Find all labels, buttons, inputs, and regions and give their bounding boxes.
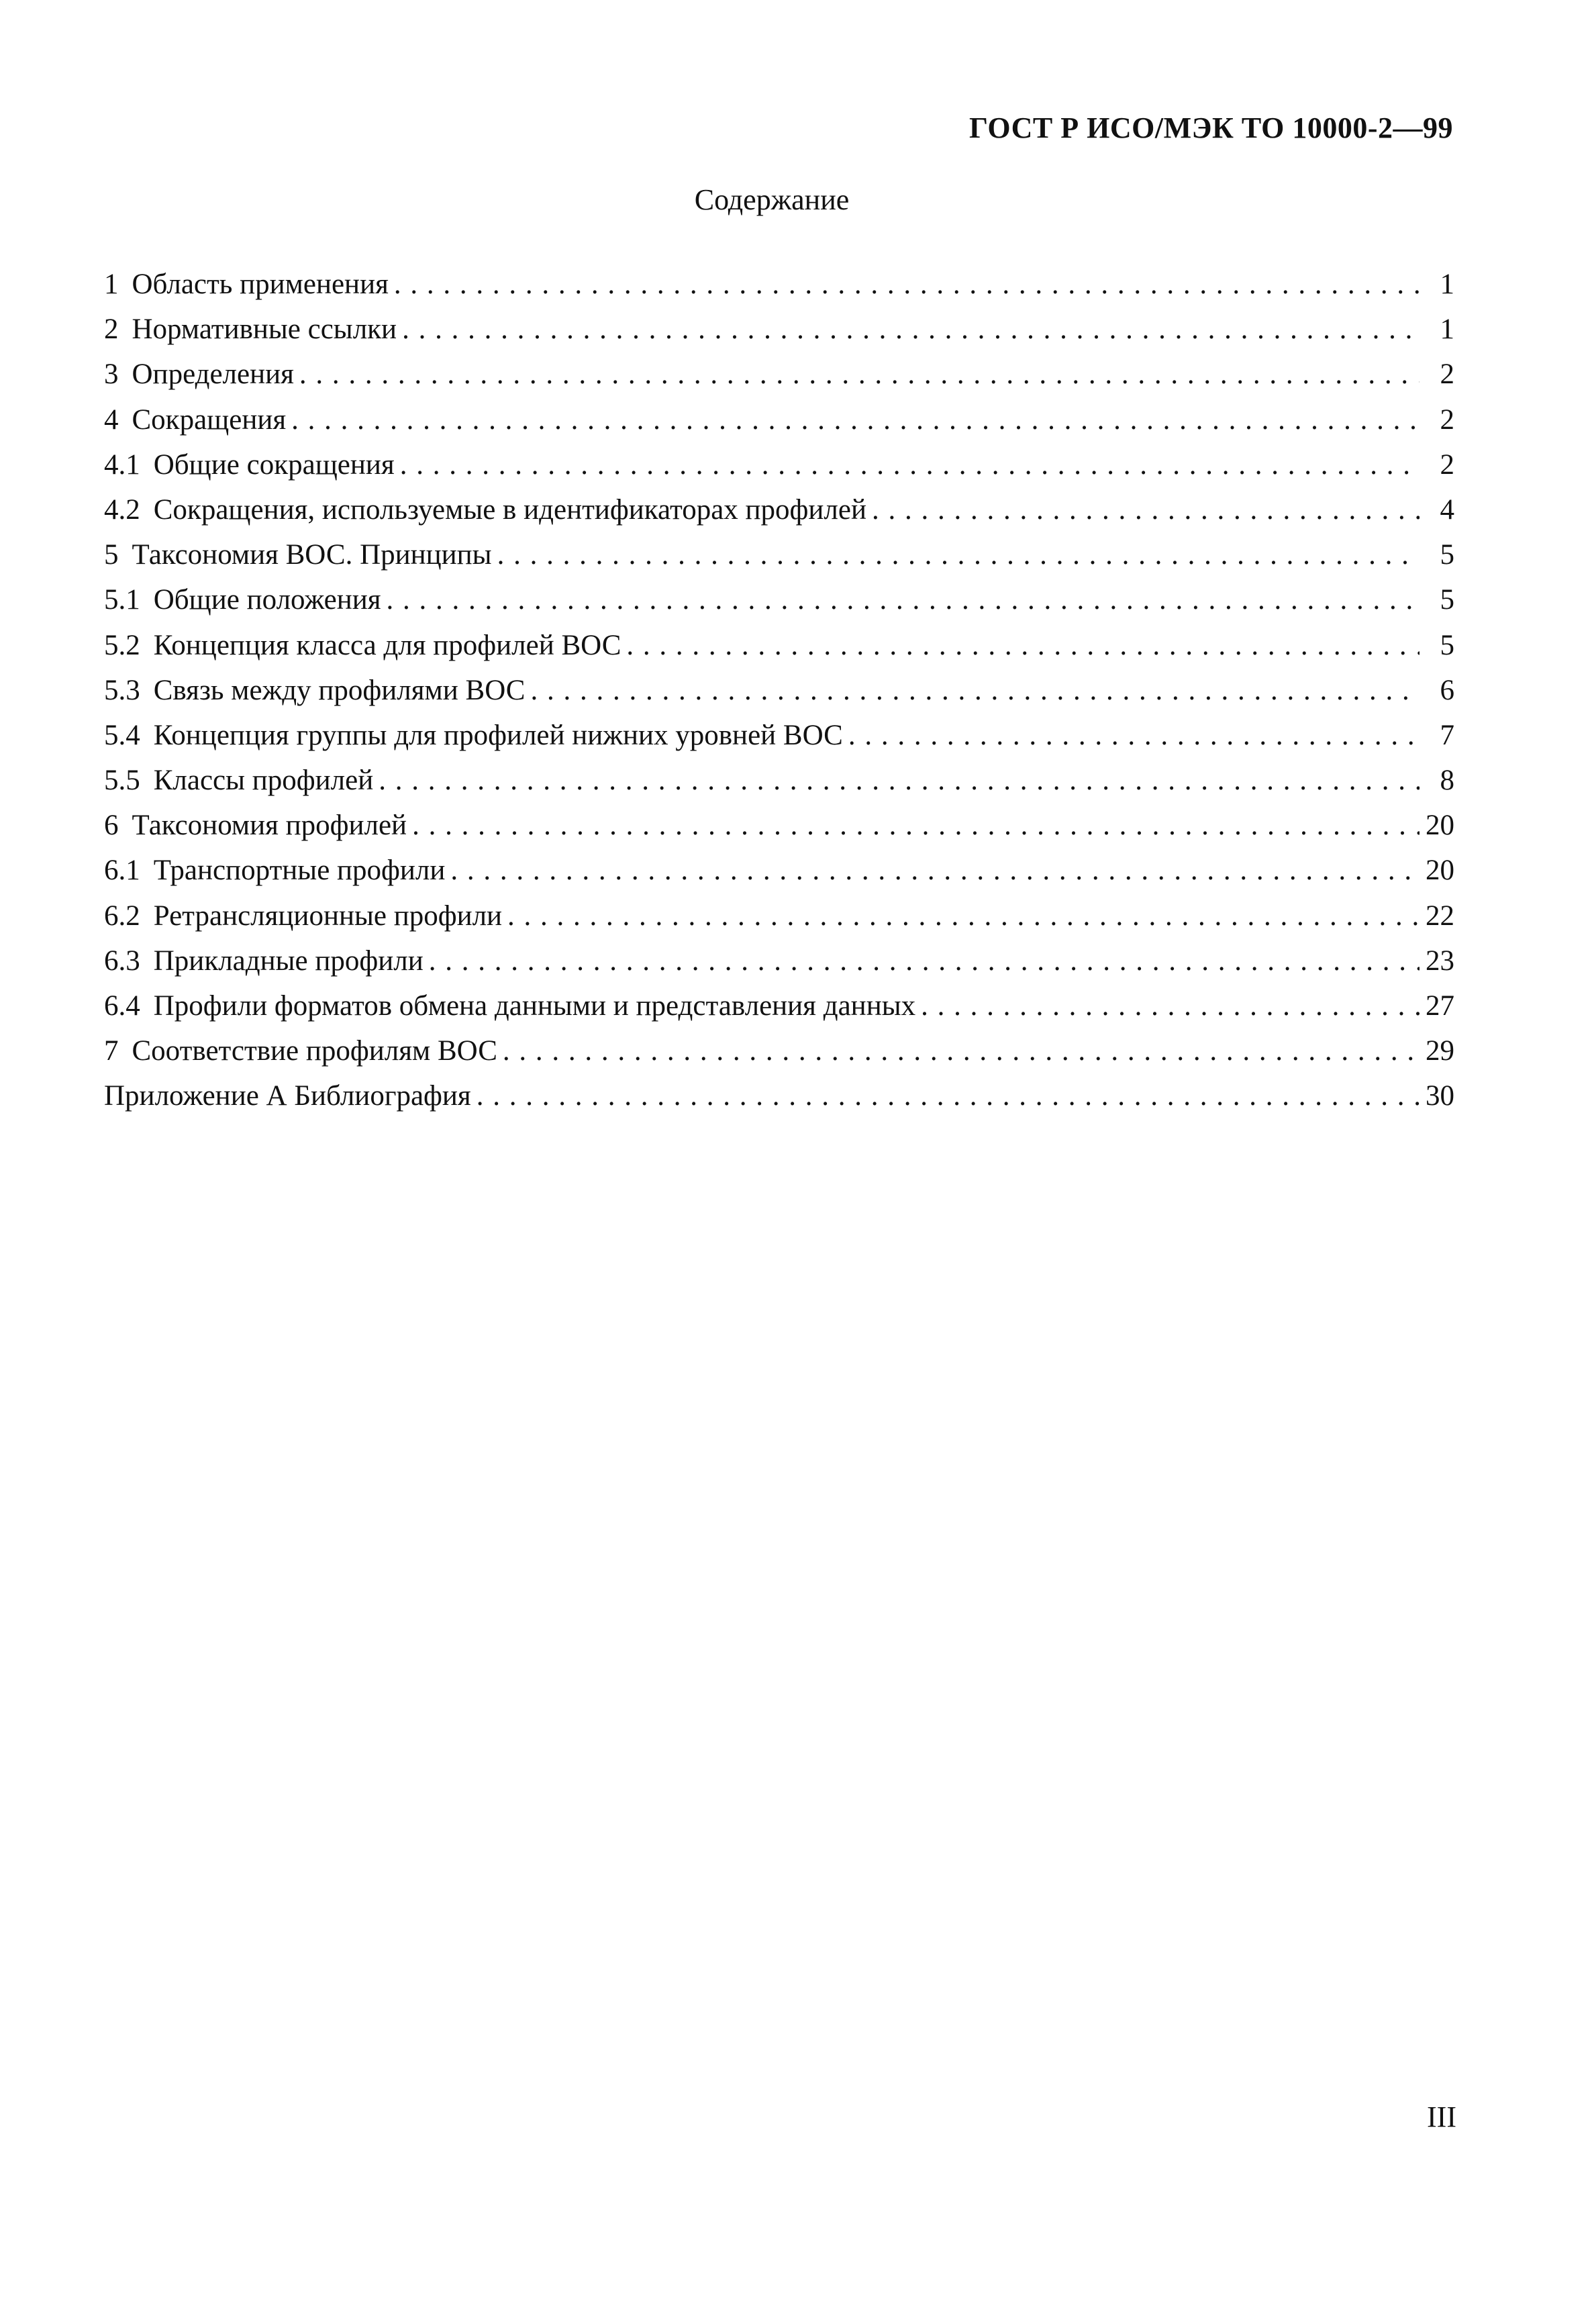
toc-entry[interactable] <box>104 487 1454 532</box>
toc-entry-page: 5 <box>1440 539 1454 571</box>
toc-entry[interactable] <box>104 577 1454 622</box>
toc-entry-page: 29 <box>1426 1035 1454 1067</box>
toc-entry-number: 3 <box>104 358 119 391</box>
toc-entry[interactable] <box>104 893 1454 938</box>
toc-entry-title: Приложение А Библиография <box>104 1080 471 1112</box>
toc-entry-number: 6.3 <box>104 945 140 977</box>
toc-entry-page: 5 <box>1440 629 1454 661</box>
standard-code-header: ГОСТ Р ИСО/МЭК ТО 10000-2—99 <box>968 111 1453 144</box>
toc-entry-title: Классы профилей <box>153 765 374 797</box>
toc-entry[interactable] <box>104 758 1454 803</box>
toc-entry-title: Транспортные профили <box>153 855 446 887</box>
toc-entry-page: 6 <box>1440 674 1454 706</box>
toc-entry-title: Концепция класса для профилей ВОС <box>153 629 621 661</box>
toc-entry-number: 7 <box>104 1035 119 1067</box>
toc-entry-title: Концепция группы для профилей нижних уровней ВОС <box>153 719 843 751</box>
toc-entry-page: 1 <box>1440 313 1454 346</box>
toc-entry-title: Ретрансляционные профили <box>153 900 503 932</box>
toc-dot-leader <box>530 668 1420 713</box>
toc-entry[interactable] <box>104 1028 1454 1073</box>
toc-entry[interactable] <box>104 623 1454 668</box>
toc-entry-title: Таксономия ВОС. Принципы <box>132 539 492 571</box>
toc-entry-number: 4.2 <box>104 493 140 526</box>
toc-entry-number: 5.3 <box>104 674 140 706</box>
toc-title: Содержание <box>694 183 850 216</box>
toc-dot-leader <box>450 848 1420 893</box>
toc-dot-leader <box>497 532 1420 577</box>
toc-entry[interactable] <box>104 983 1454 1028</box>
toc-dot-leader <box>921 983 1420 1028</box>
toc-dot-leader <box>379 758 1420 803</box>
toc-dot-leader <box>412 803 1420 848</box>
toc-entry[interactable] <box>104 668 1454 713</box>
table-of-contents <box>104 262 1454 1119</box>
toc-entry-title: Нормативные ссылки <box>132 313 397 346</box>
toc-entry[interactable] <box>104 1073 1454 1118</box>
toc-entry-number: 5.4 <box>104 719 140 751</box>
toc-entry-number: 1 <box>104 269 119 300</box>
toc-entry-number: 5.2 <box>104 629 140 661</box>
toc-entry-number: 5.5 <box>104 765 140 797</box>
page-number: III <box>1427 2100 1456 2133</box>
toc-entry-page: 5 <box>1440 584 1454 616</box>
toc-dot-leader <box>477 1073 1420 1118</box>
toc-entry-title: Таксономия профилей <box>132 810 407 842</box>
toc-entry-title: Общие сокращения <box>153 448 395 481</box>
toc-dot-leader <box>299 352 1420 397</box>
toc-entry-page: 2 <box>1440 403 1454 436</box>
toc-entry-number: 5 <box>104 539 119 571</box>
toc-entry-title: Профили форматов обмена данными и представления данных <box>153 990 916 1022</box>
toc-dot-leader <box>394 262 1420 307</box>
toc-dot-leader <box>400 442 1420 487</box>
toc-entry[interactable] <box>104 713 1454 758</box>
toc-entry-page: 7 <box>1440 719 1454 751</box>
toc-entry-number: 6.1 <box>104 855 140 887</box>
toc-entry-page: 23 <box>1426 945 1454 977</box>
toc-entry-title: Определения <box>132 358 294 391</box>
toc-entry[interactable] <box>104 442 1454 487</box>
toc-dot-leader <box>626 623 1420 668</box>
toc-dot-leader <box>872 487 1420 532</box>
toc-entry-title: Сокращения, используемые в идентификаторах профилей <box>153 493 866 526</box>
toc-dot-leader <box>387 577 1420 622</box>
toc-dot-leader <box>507 893 1420 938</box>
toc-entry-page: 30 <box>1426 1080 1454 1112</box>
toc-entry-page: 27 <box>1426 990 1454 1022</box>
toc-entry-number: 4.1 <box>104 448 140 481</box>
toc-entry-title: Связь между профилями ВОС <box>153 674 526 706</box>
toc-entry[interactable] <box>104 938 1454 983</box>
toc-entry[interactable] <box>104 532 1454 577</box>
toc-dot-leader <box>503 1028 1420 1073</box>
toc-entry-page: 22 <box>1426 900 1454 932</box>
toc-entry-title: Прикладные профили <box>153 945 424 977</box>
toc-entry-page: 20 <box>1426 855 1454 887</box>
toc-entry-number: 5.1 <box>104 584 140 616</box>
toc-entry-number: 6 <box>104 810 119 842</box>
toc-entry-page: 20 <box>1426 810 1454 842</box>
toc-entry[interactable] <box>104 307 1454 352</box>
toc-dot-leader <box>848 713 1420 758</box>
toc-entry-number: 4 <box>104 403 119 436</box>
toc-entry-page: 2 <box>1440 358 1454 391</box>
toc-entry-title: Общие положения <box>153 584 381 616</box>
toc-entry-page: 8 <box>1440 765 1454 797</box>
toc-entry-number: 6.4 <box>104 990 140 1022</box>
toc-entry[interactable] <box>104 848 1454 893</box>
toc-entry[interactable] <box>104 397 1454 442</box>
toc-dot-leader <box>402 307 1420 352</box>
toc-entry-title: Сокращения <box>132 403 287 436</box>
toc-entry-number: 6.2 <box>104 900 140 932</box>
toc-entry[interactable] <box>104 262 1454 307</box>
toc-entry-title: Область применения <box>132 269 389 300</box>
toc-entry-page: 4 <box>1440 493 1454 526</box>
toc-dot-leader <box>291 397 1420 442</box>
toc-entry-number: 2 <box>104 313 119 346</box>
toc-dot-leader <box>429 938 1420 983</box>
toc-entry-page: 2 <box>1440 448 1454 481</box>
toc-entry[interactable] <box>104 352 1454 397</box>
toc-entry[interactable] <box>104 803 1454 848</box>
toc-entry-page: 1 <box>1440 269 1454 300</box>
toc-entry-title: Соответствие профилям ВОС <box>132 1035 497 1067</box>
